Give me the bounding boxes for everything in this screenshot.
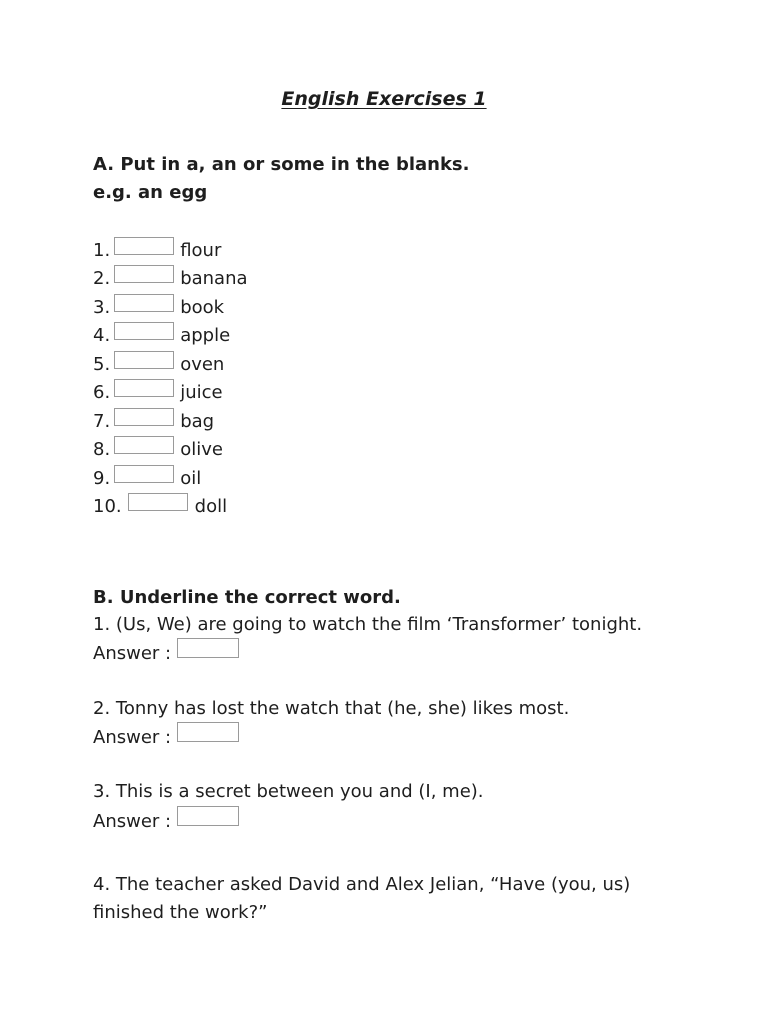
item-word: olive: [180, 438, 223, 460]
blank-item: [93, 493, 227, 519]
item-number: 3.: [93, 296, 111, 318]
page-title: English Exercises 1: [281, 88, 487, 110]
answer-blank[interactable]: [177, 806, 239, 826]
question-text: 1. (Us, We) are going to watch the film ‘Transformer’ tonight.: [93, 614, 643, 635]
answer-row: [93, 640, 239, 666]
section-a-heading: A. Put in a, an or some in the blanks.: [93, 154, 470, 175]
answer-blank[interactable]: [114, 465, 174, 483]
item-word: book: [180, 296, 225, 318]
item-number: 7.: [93, 410, 111, 432]
item-word: bag: [180, 410, 215, 432]
item-number: 6.: [93, 381, 111, 403]
answer-blank[interactable]: [128, 493, 188, 511]
item-number: 1.: [93, 239, 111, 261]
question-text: 2. Tonny has lost the watch that (he, she) likes most.: [93, 698, 570, 719]
answer-row: [93, 808, 239, 834]
item-word: apple: [180, 324, 231, 346]
answer-blank[interactable]: [114, 237, 174, 255]
section-b-heading: B. Underline the correct word.: [93, 587, 401, 608]
answer-blank[interactable]: [114, 322, 174, 340]
blank-item: [93, 465, 201, 491]
blank-item: [93, 294, 224, 320]
blank-item: [93, 436, 223, 462]
item-word: oven: [180, 353, 225, 375]
item-number: 8.: [93, 438, 111, 460]
item-number: 2.: [93, 267, 111, 289]
item-number: 5.: [93, 353, 111, 375]
item-word: banana: [180, 267, 248, 289]
blank-item: [93, 379, 223, 405]
blank-item: [93, 408, 214, 434]
question-text: 3. This is a secret between you and (I, me).: [93, 781, 484, 802]
blank-item: [93, 351, 224, 377]
answer-blank[interactable]: [114, 436, 174, 454]
item-word: flour: [180, 239, 222, 261]
item-word: doll: [194, 495, 228, 517]
answer-blank[interactable]: [114, 265, 174, 283]
answer-blank[interactable]: [114, 294, 174, 312]
section-a-example: e.g. an egg: [93, 182, 208, 203]
blank-item: [93, 265, 248, 291]
item-word: oil: [180, 467, 202, 489]
answer-label: Answer :: [93, 810, 172, 832]
answer-blank[interactable]: [114, 379, 174, 397]
answer-blank[interactable]: [177, 638, 239, 658]
blank-item: [93, 237, 221, 263]
item-number: 9.: [93, 467, 111, 489]
answer-row: [93, 724, 239, 750]
blank-item: [93, 322, 230, 348]
answer-label: Answer :: [93, 642, 172, 664]
item-number: 4.: [93, 324, 111, 346]
answer-label: Answer :: [93, 726, 172, 748]
item-word: juice: [180, 381, 223, 403]
answer-blank[interactable]: [177, 722, 239, 742]
answer-blank[interactable]: [114, 408, 174, 426]
item-number: 10.: [93, 495, 122, 517]
answer-blank[interactable]: [114, 351, 174, 369]
question-text-continuation: finished the work?”: [93, 902, 268, 923]
question-text: 4. The teacher asked David and Alex Jelian, “Have (you, us): [93, 874, 631, 895]
